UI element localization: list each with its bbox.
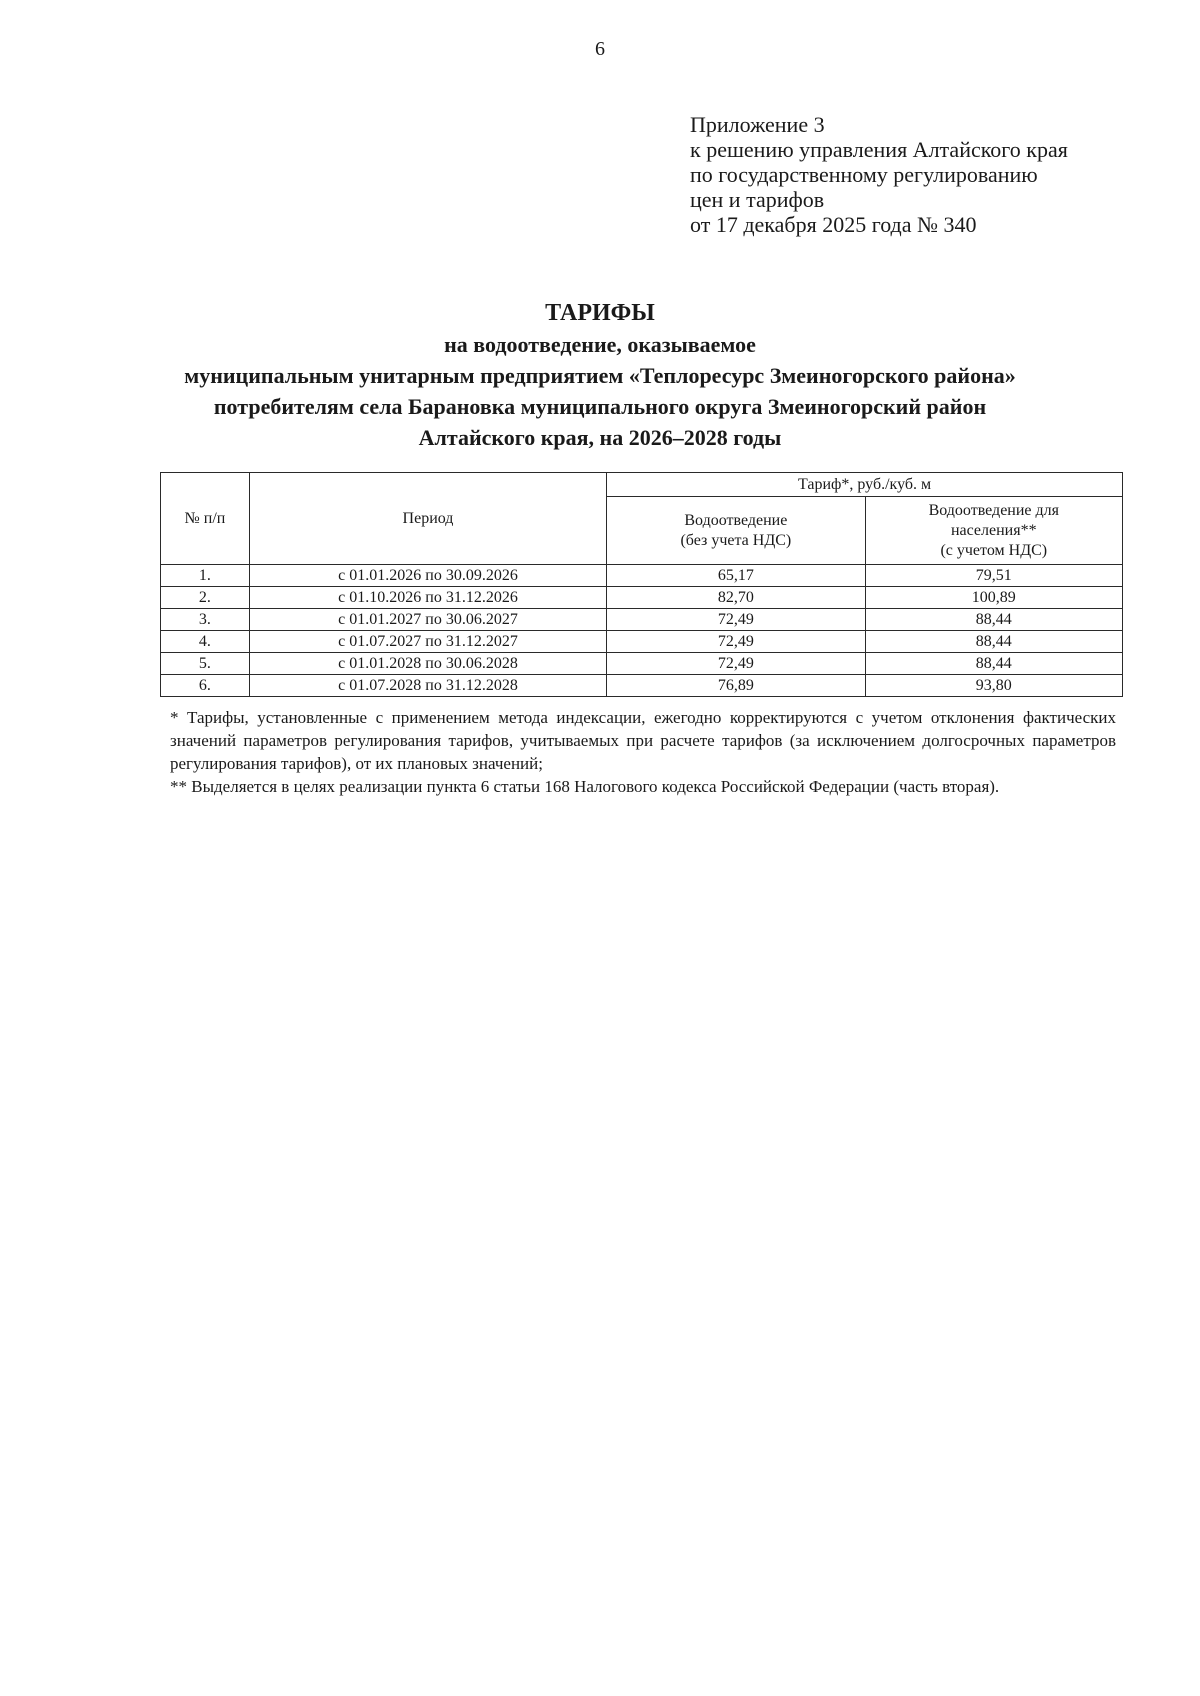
- cell-tariff-a: 76,89: [607, 675, 865, 697]
- appendix-line: цен и тарифов: [690, 187, 825, 212]
- table-row: [161, 609, 1123, 631]
- header-col-b-line: (с учетом НДС): [940, 541, 1048, 559]
- table-row: [161, 675, 1123, 697]
- cell-num: 5.: [161, 653, 250, 675]
- cell-tariff-b: 93,80: [865, 675, 1122, 697]
- table-row: [161, 653, 1123, 675]
- cell-tariff-a: 72,49: [607, 653, 865, 675]
- title-line: Алтайского края, на 2026–2028 годы: [418, 425, 782, 450]
- header-col-b-line: Водоотведение для: [928, 501, 1059, 519]
- title-line: муниципальным унитарным предприятием «Теплоресурс Змеиногорского района»: [184, 363, 1016, 388]
- appendix-block: [690, 112, 1170, 237]
- cell-tariff-b: 100,89: [865, 587, 1122, 609]
- footnote-tariff-indexation: * Тарифы, установленные с применением метода индексации, ежегодно корректируются с учетом отклонения фактических значений параметров регулирования тарифов, учитываемых при расчете тарифов (за исключением долгосрочных параметров регулирования тарифов), от их плановых значений;: [170, 708, 1116, 773]
- table-row: [161, 587, 1123, 609]
- title-main: ТАРИФЫ: [545, 300, 655, 326]
- cell-tariff-b: 88,44: [865, 653, 1122, 675]
- header-tariff-group: Тариф*, руб./куб. м: [607, 473, 1123, 497]
- cell-tariff-b: 79,51: [865, 565, 1122, 587]
- appendix-line: по государственному регулированию: [690, 162, 1038, 187]
- appendix-line: от 17 декабря 2025 года № 340: [690, 212, 977, 237]
- document-title: [100, 298, 1100, 453]
- header-col-a-line: Водоотведение: [684, 511, 788, 529]
- cell-tariff-a: 72,49: [607, 631, 865, 653]
- cell-period: с 01.01.2026 по 30.09.2026: [249, 565, 606, 587]
- footnote-vat: ** Выделяется в целях реализации пункта 6 статьи 168 Налогового кодекса Российской Федерации (часть вторая).: [170, 777, 1000, 796]
- header-num: № п/п: [161, 473, 250, 565]
- cell-tariff-a: 72,49: [607, 609, 865, 631]
- header-col-b: [865, 497, 1122, 565]
- title-line: потребителям села Барановка муниципального округа Змеиногорский район: [213, 394, 987, 419]
- table-row: [161, 631, 1123, 653]
- tariffs-table: [160, 472, 1123, 697]
- cell-period: с 01.01.2028 по 30.06.2028: [249, 653, 606, 675]
- header-col-b-line: населения**: [950, 521, 1037, 539]
- cell-period: с 01.07.2028 по 31.12.2028: [249, 675, 606, 697]
- cell-tariff-a: 82,70: [607, 587, 865, 609]
- cell-num: 4.: [161, 631, 250, 653]
- cell-num: 6.: [161, 675, 250, 697]
- cell-tariff-b: 88,44: [865, 631, 1122, 653]
- cell-num: 3.: [161, 609, 250, 631]
- cell-period: с 01.01.2027 по 30.06.2027: [249, 609, 606, 631]
- cell-tariff-a: 65,17: [607, 565, 865, 587]
- footnotes: [170, 706, 1116, 798]
- title-line: на водоотведение, оказываемое: [444, 332, 756, 357]
- cell-period: с 01.07.2027 по 31.12.2027: [249, 631, 606, 653]
- appendix-line: Приложение 3: [690, 112, 825, 137]
- cell-num: 2.: [161, 587, 250, 609]
- cell-tariff-b: 88,44: [865, 609, 1122, 631]
- table-row: [161, 565, 1123, 587]
- header-period: Период: [249, 473, 606, 565]
- header-col-a-line: (без учета НДС): [680, 531, 792, 549]
- page-number: 6: [595, 38, 605, 60]
- cell-period: с 01.10.2026 по 31.12.2026: [249, 587, 606, 609]
- header-col-a: [607, 497, 865, 565]
- appendix-line: к решению управления Алтайского края: [690, 137, 1068, 162]
- cell-num: 1.: [161, 565, 250, 587]
